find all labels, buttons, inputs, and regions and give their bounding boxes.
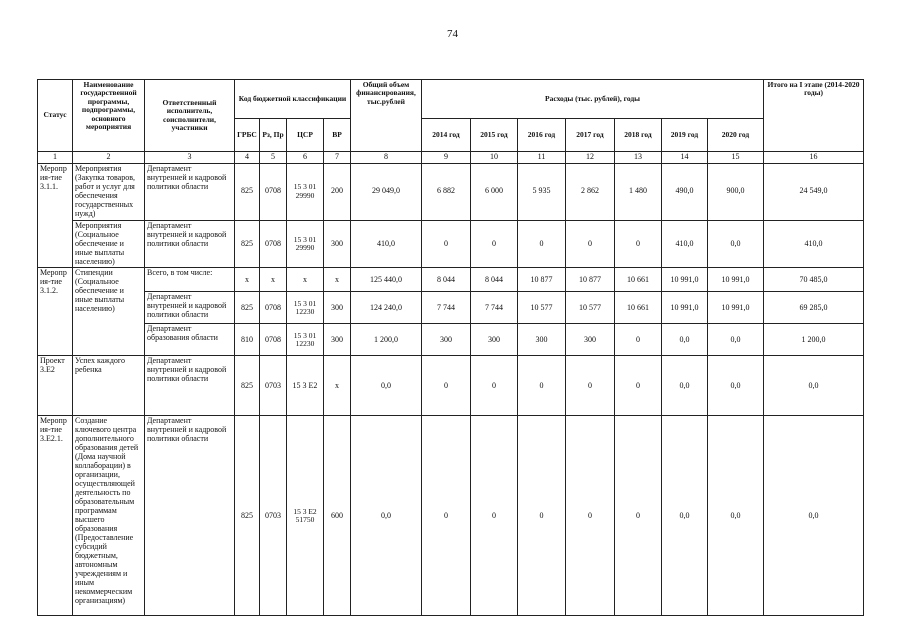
row-2020: 10 991,0 [708, 292, 764, 324]
row-2018: 0 [615, 416, 662, 616]
row-2019: 10 991,0 [662, 292, 708, 324]
header-vr: ВР [324, 119, 351, 152]
header-expenses: Расходы (тыс. рублей), годы [422, 80, 764, 119]
column-index: 14 [662, 152, 708, 164]
column-index: 1 [38, 152, 73, 164]
row-stage-total: 1 200,0 [764, 324, 864, 356]
row-2017: 2 862 [566, 164, 615, 221]
header-year-2019: 2019 год [662, 119, 708, 152]
column-index: 15 [708, 152, 764, 164]
table-row [38, 324, 864, 356]
row-total: 0,0 [351, 416, 422, 616]
row-2015: 0 [471, 416, 518, 616]
row-2014: 0 [422, 220, 471, 268]
header-budget-code: Код бюджетной классификации [235, 80, 351, 119]
row-rz-pr: 0703 [260, 356, 287, 416]
column-index: 8 [351, 152, 422, 164]
row-stage-total: 70 485,0 [764, 268, 864, 292]
row-2018: 10 661 [615, 268, 662, 292]
table-row [38, 292, 864, 324]
row-2019: 0,0 [662, 324, 708, 356]
row-stage-total: 69 285,0 [764, 292, 864, 324]
row-name: Создание ключевого центра дополнительного образования детей (Дома научной коллаборации) в организации, осуществляющей деятельность по образовательным программам высшего образования (Предоставление субсидий бюджетным, автономным учреждениям и иным некоммерческим организациям) [73, 416, 145, 616]
row-executor: Всего, в том числе: [145, 268, 235, 292]
row-2014: 7 744 [422, 292, 471, 324]
page-number: 74 [447, 28, 458, 40]
row-2016: 300 [518, 324, 566, 356]
row-stage-total: 0,0 [764, 416, 864, 616]
row-rz-pr: 0703 [260, 416, 287, 616]
row-vr: 600 [324, 416, 351, 616]
row-2014: 8 044 [422, 268, 471, 292]
row-2019: 0,0 [662, 416, 708, 616]
row-2016: 10 577 [518, 292, 566, 324]
column-index: 7 [324, 152, 351, 164]
row-2014: 6 882 [422, 164, 471, 221]
row-status: Мероприя-тие 3.Е2.1. [38, 416, 73, 616]
row-rz-pr: x [260, 268, 287, 292]
budget-table [37, 79, 864, 616]
row-csr: x [287, 268, 324, 292]
row-rz-pr: 0708 [260, 220, 287, 268]
row-rz-pr: 0708 [260, 164, 287, 221]
header-status: Статус [38, 80, 73, 152]
row-csr: 15 3 01 12230 [287, 324, 324, 356]
row-2016: 5 935 [518, 164, 566, 221]
row-2017: 10 577 [566, 292, 615, 324]
row-2015: 0 [471, 220, 518, 268]
table-row [38, 220, 864, 268]
row-total: 0,0 [351, 356, 422, 416]
row-2015: 0 [471, 356, 518, 416]
column-index: 6 [287, 152, 324, 164]
row-vr: x [324, 268, 351, 292]
row-2015: 6 000 [471, 164, 518, 221]
row-grbs: 825 [235, 292, 260, 324]
row-csr: 15 3 Е2 51750 [287, 416, 324, 616]
row-name: Мероприятия (Закупка товаров, работ и услуг для обеспечения государственных нужд) [73, 164, 145, 221]
row-total: 410,0 [351, 220, 422, 268]
row-grbs: 825 [235, 356, 260, 416]
row-total: 1 200,0 [351, 324, 422, 356]
column-index: 4 [235, 152, 260, 164]
row-csr: 15 3 01 29990 [287, 220, 324, 268]
row-2014: 300 [422, 324, 471, 356]
row-total: 125 440,0 [351, 268, 422, 292]
row-2019: 490,0 [662, 164, 708, 221]
row-2014: 0 [422, 356, 471, 416]
row-2020: 0,0 [708, 356, 764, 416]
row-2018: 10 661 [615, 292, 662, 324]
row-2015: 8 044 [471, 268, 518, 292]
row-2016: 0 [518, 416, 566, 616]
header-year-2020: 2020 год [708, 119, 764, 152]
row-executor: Департамент образования области [145, 324, 235, 356]
row-grbs: x [235, 268, 260, 292]
row-2016: 0 [518, 356, 566, 416]
row-2020: 0,0 [708, 220, 764, 268]
row-vr: 200 [324, 164, 351, 221]
row-2018: 0 [615, 220, 662, 268]
row-name: Стипендии (Социальное обеспечение и иные выплаты населению) [73, 268, 145, 356]
column-index: 3 [145, 152, 235, 164]
row-name: Успех каждого ребенка [73, 356, 145, 416]
row-2020: 0,0 [708, 324, 764, 356]
column-index: 9 [422, 152, 471, 164]
column-index-row [38, 152, 864, 164]
row-2019: 10 991,0 [662, 268, 708, 292]
header-total-volume: Общий объем финансирования, тыс.рублей [351, 80, 422, 152]
header-year-2015: 2015 год [471, 119, 518, 152]
column-index: 2 [73, 152, 145, 164]
row-total: 29 049,0 [351, 164, 422, 221]
row-2014: 0 [422, 416, 471, 616]
row-2015: 300 [471, 324, 518, 356]
row-stage-total: 410,0 [764, 220, 864, 268]
row-vr: x [324, 356, 351, 416]
row-2020: 0,0 [708, 416, 764, 616]
row-csr: 15 3 01 12230 [287, 292, 324, 324]
row-rz-pr: 0708 [260, 324, 287, 356]
row-vr: 300 [324, 324, 351, 356]
row-2018: 0 [615, 356, 662, 416]
header-csr: ЦСР [287, 119, 324, 152]
row-status: Мероприя-тие 3.1.1. [38, 164, 73, 268]
column-index: 11 [518, 152, 566, 164]
row-executor: Департамент внутренней и кадровой политики области [145, 356, 235, 416]
row-2020: 10 991,0 [708, 268, 764, 292]
row-2017: 300 [566, 324, 615, 356]
row-2019: 410,0 [662, 220, 708, 268]
row-2016: 0 [518, 220, 566, 268]
row-total: 124 240,0 [351, 292, 422, 324]
row-rz-pr: 0708 [260, 292, 287, 324]
header-stage-total: Итого на I этапе (2014-2020 годы) [764, 80, 864, 152]
column-index: 16 [764, 152, 864, 164]
column-index: 12 [566, 152, 615, 164]
row-stage-total: 0,0 [764, 356, 864, 416]
header-year-2017: 2017 год [566, 119, 615, 152]
table-row [38, 416, 864, 616]
header-year-2014: 2014 год [422, 119, 471, 152]
row-2017: 0 [566, 416, 615, 616]
column-index: 5 [260, 152, 287, 164]
table-row [38, 164, 864, 221]
row-csr: 15 3 Е2 [287, 356, 324, 416]
row-2015: 7 744 [471, 292, 518, 324]
header-year-2016: 2016 год [518, 119, 566, 152]
row-status: Мероприя-тие 3.1.2. [38, 268, 73, 356]
row-csr: 15 3 01 29990 [287, 164, 324, 221]
row-2019: 0,0 [662, 356, 708, 416]
row-vr: 300 [324, 292, 351, 324]
row-stage-total: 24 549,0 [764, 164, 864, 221]
header-year-2018: 2018 год [615, 119, 662, 152]
row-grbs: 825 [235, 164, 260, 221]
row-2020: 900,0 [708, 164, 764, 221]
column-index: 13 [615, 152, 662, 164]
row-grbs: 810 [235, 324, 260, 356]
row-status: Проект 3.Е2 [38, 356, 73, 416]
row-executor: Департамент внутренней и кадровой политики области [145, 220, 235, 268]
header-grbs: ГРБС [235, 119, 260, 152]
row-vr: 300 [324, 220, 351, 268]
row-grbs: 825 [235, 220, 260, 268]
row-2017: 10 877 [566, 268, 615, 292]
row-2018: 0 [615, 324, 662, 356]
row-executor: Департамент внутренней и кадровой политики области [145, 292, 235, 324]
table-row [38, 356, 864, 416]
header-rz-pr: Рз, Пр [260, 119, 287, 152]
row-executor: Департамент внутренней и кадровой политики области [145, 416, 235, 616]
column-index: 10 [471, 152, 518, 164]
header-executor: Ответственный исполнитель, соисполнители, участники [145, 80, 235, 152]
row-2016: 10 877 [518, 268, 566, 292]
row-2017: 0 [566, 220, 615, 268]
table-row [38, 268, 864, 292]
row-executor: Департамент внутренней и кадровой политики области [145, 164, 235, 221]
row-2017: 0 [566, 356, 615, 416]
row-2018: 1 480 [615, 164, 662, 221]
row-grbs: 825 [235, 416, 260, 616]
header-name: Наименование государственной программы, подпрограммы, основного мероприятия [73, 80, 145, 152]
row-name: Мероприятия (Социальное обеспечение и иные выплаты населению) [73, 220, 145, 268]
